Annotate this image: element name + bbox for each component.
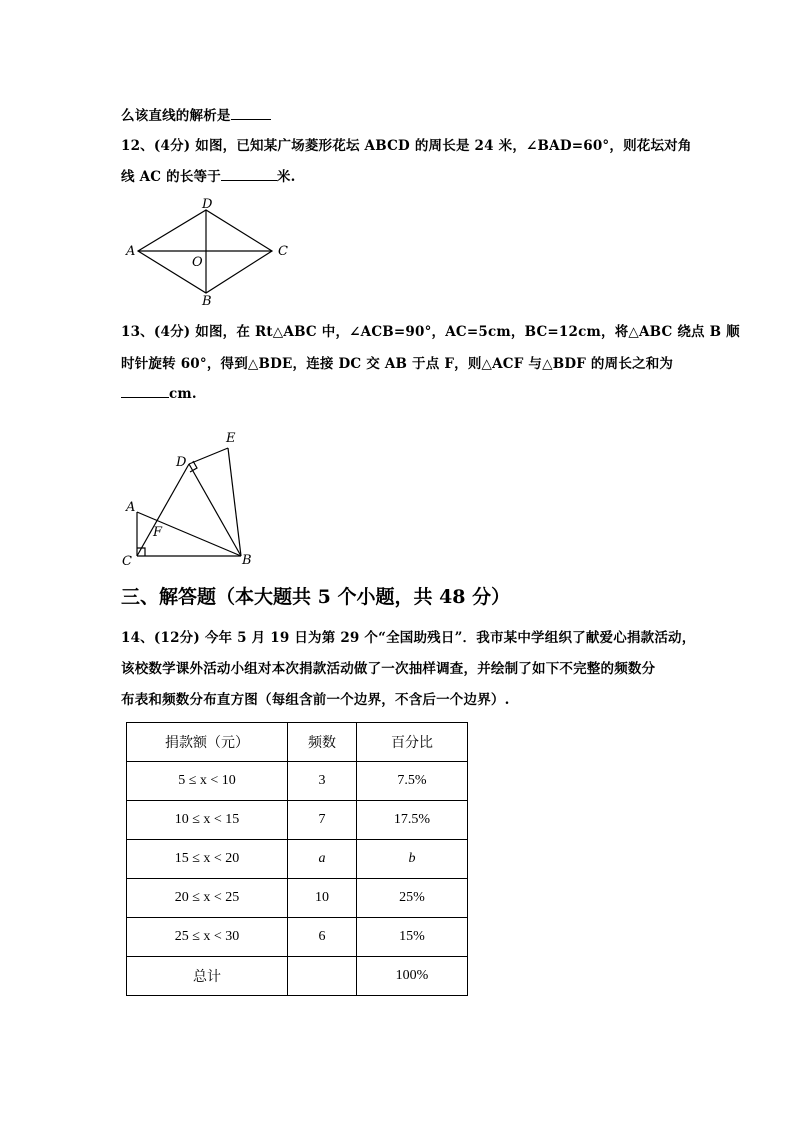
q13-line2: 时针旋转 60°，得到△BDE，连接 DC 交 AB 于点 F，则△ACF 与△BDF 的周长之和为 <box>121 356 674 372</box>
answer-blank-q12 <box>221 167 277 181</box>
cell-frequency: a <box>288 840 357 879</box>
cell-range: 25 ≤ x < 30 <box>127 918 288 957</box>
label-b: B <box>242 553 252 568</box>
q12-line2 <box>121 165 296 185</box>
segment-db <box>189 464 241 556</box>
frequency-table <box>126 722 468 996</box>
q14-line1: 14、(12分) 今年 5 月 19 日为第 29 个“全国助残日”．我市某中学组织了献爱心捐款活动， <box>121 630 696 646</box>
table-header-row <box>127 723 468 762</box>
label-e: E <box>226 431 236 446</box>
header-frequency: 频数 <box>288 723 357 762</box>
cell-percentage: 7.5% <box>357 762 468 801</box>
q11-tail-text: 么该直线的解析是 <box>121 108 231 124</box>
label-a: A <box>126 244 136 259</box>
q14-line3: 布表和频数分布直方图（每组含前一个边界，不含后一个边界）. <box>121 692 510 708</box>
cell-frequency: 7 <box>288 801 357 840</box>
cell-range: 5 ≤ x < 10 <box>127 762 288 801</box>
q12-line1: 12、(4分) 如图，已知某广场菱形花坛 ABCD 的周长是 24 米，∠BAD=60°，则花坛对角 <box>121 138 692 154</box>
rhombus-figure <box>120 192 300 310</box>
cell-percentage: 25% <box>357 879 468 918</box>
label-d: D <box>176 455 187 470</box>
cell-frequency: 3 <box>288 762 357 801</box>
rotation-figure <box>118 428 268 568</box>
segment-de <box>189 448 228 464</box>
section-heading: 三、解答题（本大题共 5 个小题，共 48 分） <box>121 586 511 608</box>
label-b: B <box>202 294 212 309</box>
segment-cd <box>137 464 189 556</box>
answer-blank-q13 <box>121 384 169 398</box>
cell-total-frequency <box>288 957 357 996</box>
table-row <box>127 840 468 879</box>
label-f: F <box>153 525 163 540</box>
table-row <box>127 762 468 801</box>
label-c: C <box>122 554 132 568</box>
cell-range: 15 ≤ x < 20 <box>127 840 288 879</box>
cell-total-percentage: 100% <box>357 957 468 996</box>
q12-line2-text: 线 AC 的长等于 <box>121 169 221 185</box>
cell-percentage: 17.5% <box>357 801 468 840</box>
header-amount: 捐款额（元） <box>127 723 288 762</box>
q13-line3 <box>121 384 197 402</box>
answer-blank-q11 <box>231 106 271 120</box>
table-row <box>127 918 468 957</box>
header-percentage: 百分比 <box>357 723 468 762</box>
table-row <box>127 879 468 918</box>
cell-range: 10 ≤ x < 15 <box>127 801 288 840</box>
table-row <box>127 801 468 840</box>
label-c: C <box>278 244 288 259</box>
label-o: O <box>192 255 203 270</box>
cell-percentage: b <box>357 840 468 879</box>
table-total-row <box>127 957 468 996</box>
q12-unit: 米. <box>276 169 296 185</box>
cell-range: 20 ≤ x < 25 <box>127 879 288 918</box>
label-a: A <box>126 500 136 515</box>
q13-unit: cm. <box>169 386 197 402</box>
cell-frequency: 6 <box>288 918 357 957</box>
q11-tail <box>121 104 271 124</box>
cell-total-label: 总计 <box>127 957 288 996</box>
cell-percentage: 15% <box>357 918 468 957</box>
segment-eb <box>228 448 241 556</box>
cell-frequency: 10 <box>288 879 357 918</box>
label-d: D <box>202 197 213 212</box>
q14-line2: 该校数学课外活动小组对本次捐款活动做了一次抽样调查，并绘制了如下不完整的频数分 <box>121 661 656 677</box>
q13-line1: 13、(4分) 如图，在 Rt△ABC 中，∠ACB=90°，AC=5cm，BC=12cm，将△ABC 绕点 B 顺 <box>121 324 740 340</box>
